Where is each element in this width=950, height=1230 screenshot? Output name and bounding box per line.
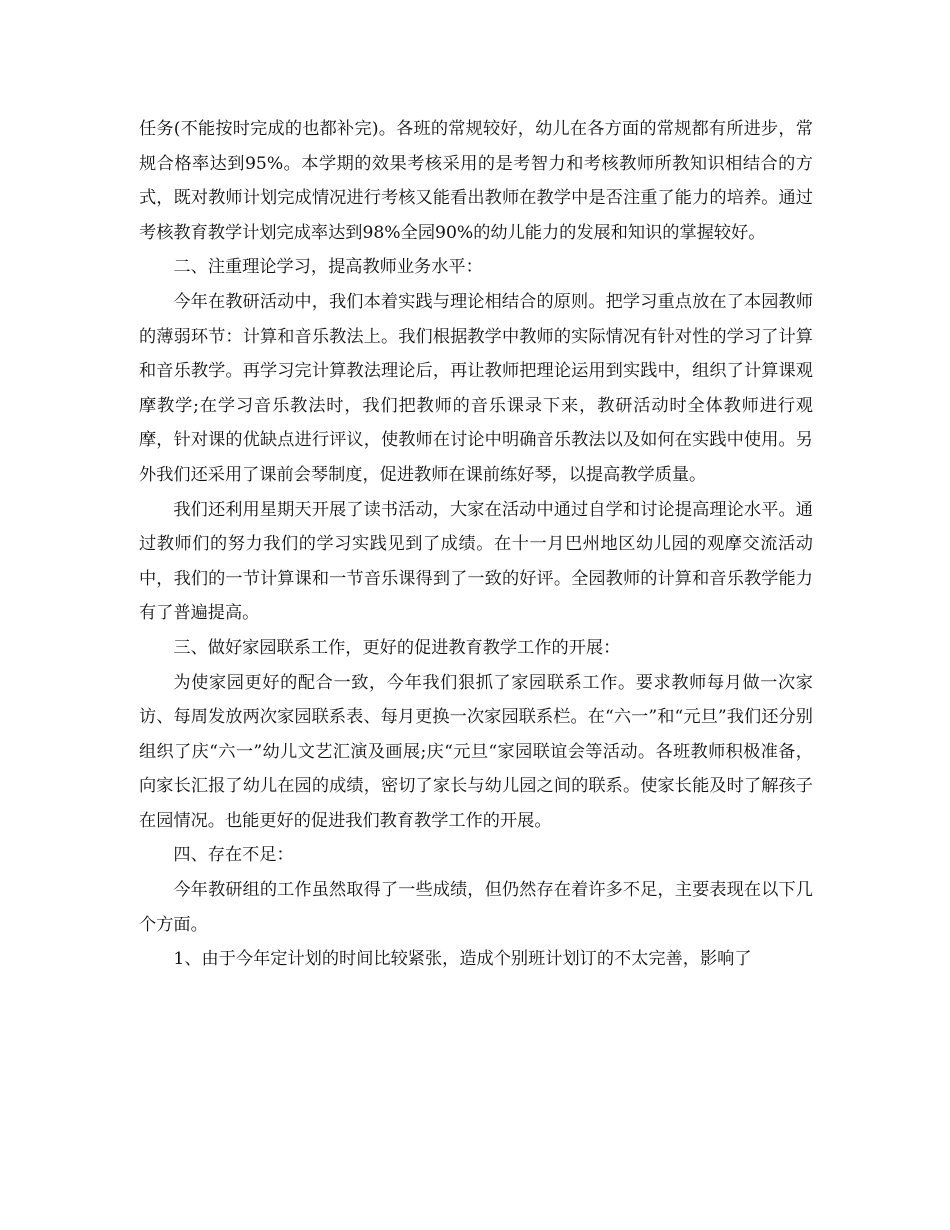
paragraph-reading-activity: 我们还利用星期天开展了读书活动，大家在活动中通过自学和讨论提高理论水平。通过教师们的努力我们的学习实践见到了成绩。在十一月巴州地区幼儿园的观摩交流活动中，我们的一节计算课和一节音乐课得到了一致的好评。全园教师的计算和音乐教学能力有了普遍提高。 <box>139 499 813 624</box>
section-heading-theory-study: 二、注重理论学习，提高教师业务水平： <box>173 257 483 278</box>
section-heading-home-school: 三、做好家园联系工作，更好的促进教育教学工作的开展： <box>173 637 621 658</box>
paragraph-teaching-research: 今年在教研活动中，我们本着实践与理论相结合的原则。把学习重点放在了本园教师的薄弱环节：计算和音乐教法上。我们根据教学中教师的实际情况有针对性的学习了计算和音乐教学。再学习完计算教法理论后，再让教师把理论运用到实践中，组织了计算课观摩教学;在学习音乐教法时，我们把教师的音乐课录下来，教研活动时全体教师进行观摩，针对课的优缺点进行评议，使教师在讨论中明确音乐教法以及如何在实践中使用。另外我们还采用了课前会琴制度，促进教师在课前练好琴，以提高教学质量。 <box>139 291 813 485</box>
paragraph-shortcomings-intro: 今年教研组的工作虽然取得了一些成绩，但仍然存在着许多不足，主要表现在以下几个方面。 <box>139 880 813 935</box>
document-body <box>139 112 813 977</box>
paragraph-shortcoming-1: 1、由于今年定计划的时间比较紧张，造成个别班计划订的不太完善，影响了 <box>173 949 752 970</box>
section-heading-shortcomings: 四、存在不足： <box>173 845 294 866</box>
paragraph-home-school-contact: 为使家园更好的配合一致，今年我们狠抓了家园联系工作。要求教师每月做一次家访、每周发放两次家园联系表、每月更换一次家园联系栏。在“六一”和“元旦”我们还分别组织了庆“六一”幼儿文艺汇演及画展;庆“元旦“家园联谊会等活动。各班教师积极准备，向家长汇报了幼儿在园的成绩，密切了家长与幼儿园之间的联系。使家长能及时了解孩子在园情况。也能更好的促进我们教育教学工作的开展。 <box>139 672 813 831</box>
paragraph-continuation: 任务(不能按时完成的也都补完)。各班的常规较好，幼儿在各方面的常规都有所进步，常规合格率达到95%。本学期的效果考核采用的是考智力和考核教师所教知识相结合的方式，既对教师计划完成情况进行考核又能看出教师在教学中是否注重了能力的培养。通过考核教育教学计划完成率达到98%全园90%的幼儿能力的发展和知识的掌握较好。 <box>139 119 813 243</box>
